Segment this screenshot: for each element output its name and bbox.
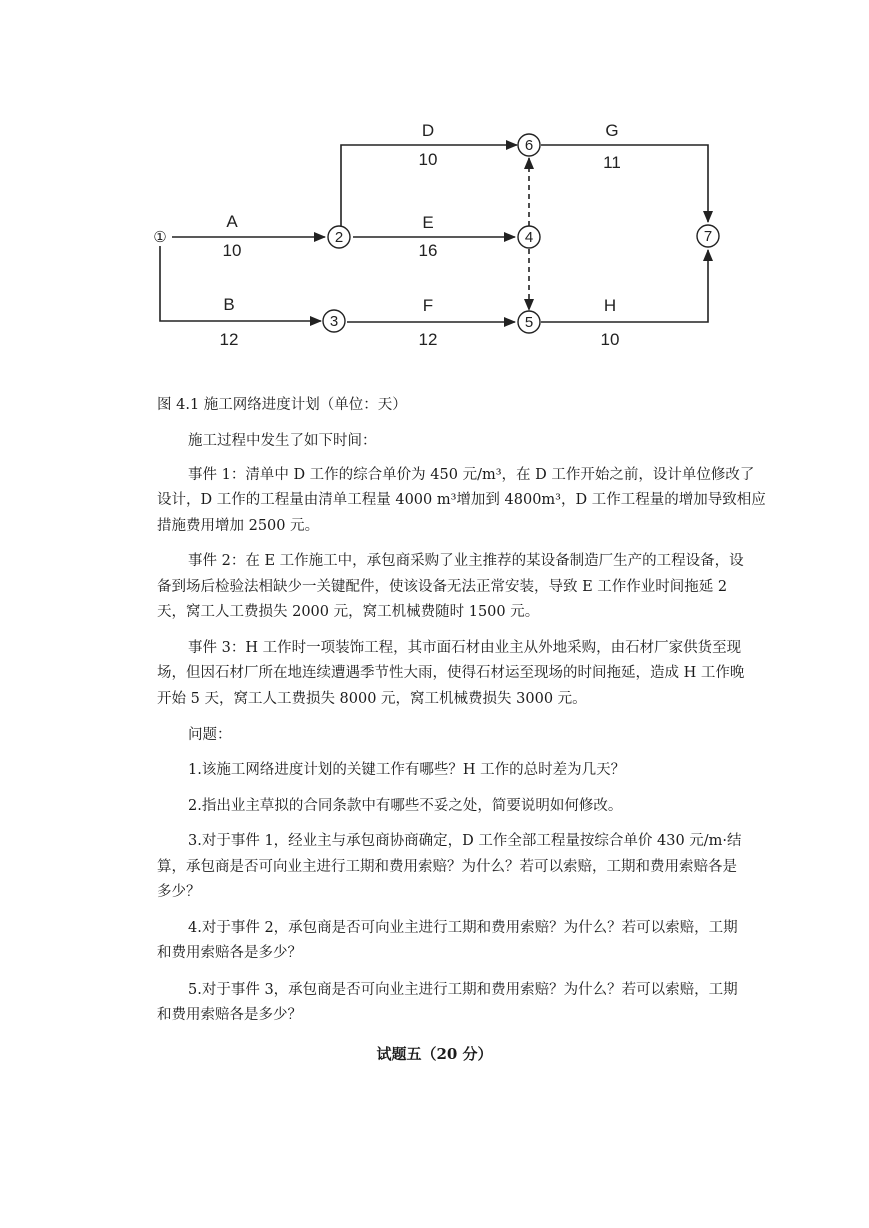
event1-line3: 措施费用增加 2500 元。: [157, 518, 320, 534]
event1-line2: 设计，D 工作的工程量由清单工程量 4000 m³增加到 4800m³，D 工作工程量的增加导致相应: [157, 492, 766, 508]
event2-line2: 备到场后检验法相缺少一关键配件，使该设备无法正常安装，导致 E 工作作业时间拖延 2: [157, 579, 728, 595]
event3-line2: 场，但因石材厂所在地连续遭遇季节性大雨，使得石材运至现场的时间拖延，造成 H 工作晚: [157, 665, 745, 681]
question-5-line1: 5.对于事件 3，承包商是否可向业主进行工期和费用索赔？为什么？若可以索赔，工期: [188, 982, 738, 998]
activity-b-duration: 12: [219, 330, 239, 349]
arrow-g: [541, 145, 708, 222]
activity-b-name: B: [223, 295, 235, 314]
question-2: 2.指出业主草拟的合同条款中有哪些不妥之处，简要说明如何修改。: [188, 798, 623, 814]
question-4-line2: 和费用索赔各是多少？: [157, 945, 302, 961]
activity-a-duration: 10: [222, 241, 242, 260]
node-4-label: 4: [524, 229, 534, 246]
next-question-title: 试题五（20 分）: [376, 1045, 493, 1063]
activity-e-name: E: [422, 213, 434, 232]
activity-g-name: G: [605, 121, 619, 140]
node-7-label: 7: [703, 228, 713, 245]
network-schedule-diagram: [0, 0, 869, 390]
node-5-label: 5: [524, 314, 534, 331]
node-6-label: 6: [524, 137, 534, 154]
question-5-line2: 和费用索赔各是多少？: [157, 1007, 302, 1023]
question-3-line2: 算，承包商是否可向业主进行工期和费用索赔？为什么？若可以索赔，工期和费用索赔各是: [157, 859, 737, 875]
event2-line1: 事件 2：在 E 工作施工中，承包商采购了业主推荐的某设备制造厂生产的工程设备，设: [188, 553, 744, 569]
intro-paragraph: 施工过程中发生了如下时间：: [188, 433, 377, 449]
figure-caption: 图 4.1 施工网络进度计划（单位：天）: [157, 397, 407, 413]
question-3-line1: 3.对于事件 1，经业主与承包商协商确定，D 工作全部工程量按综合单价 430 元/m·结: [188, 833, 742, 849]
event2-line3: 天，窝工人工费损失 2000 元，窝工机械费随时 1500 元。: [157, 604, 540, 620]
activity-g-duration: 11: [603, 153, 621, 172]
questions-heading: 问题：: [188, 727, 232, 743]
question-4-line1: 4.对于事件 2，承包商是否可向业主进行工期和费用索赔？为什么？若可以索赔，工期: [188, 920, 738, 936]
event3-line3: 开始 5 天，窝工人工费损失 8000 元，窝工机械费损失 3000 元。: [157, 691, 587, 707]
question-3-line3: 多少？: [157, 884, 201, 900]
event3-line1: 事件 3：H 工作时一项装饰工程，其市面石材由业主从外地采购，由石材厂家供货至现: [188, 640, 742, 656]
activity-h-duration: 10: [600, 330, 620, 349]
activity-e-duration: 16: [418, 241, 438, 260]
activity-f-name: F: [422, 296, 434, 315]
activity-a-name: A: [226, 212, 238, 231]
activity-d-name: D: [421, 121, 435, 140]
activity-h-name: H: [603, 296, 617, 315]
activity-f-duration: 12: [418, 330, 438, 349]
node-3-label: 3: [329, 313, 339, 330]
event1-line1: 事件 1：清单中 D 工作的综合单价为 450 元/m³，在 D 工作开始之前，设计单位修改了: [188, 467, 755, 483]
activity-d-duration: 10: [418, 150, 438, 169]
node-2-label: 2: [334, 229, 344, 246]
arrow-h: [541, 250, 708, 322]
node-1-label: ①: [153, 229, 167, 246]
question-1: 1.该施工网络进度计划的关键工作有哪些？H 工作的总时差为几天？: [188, 762, 626, 778]
